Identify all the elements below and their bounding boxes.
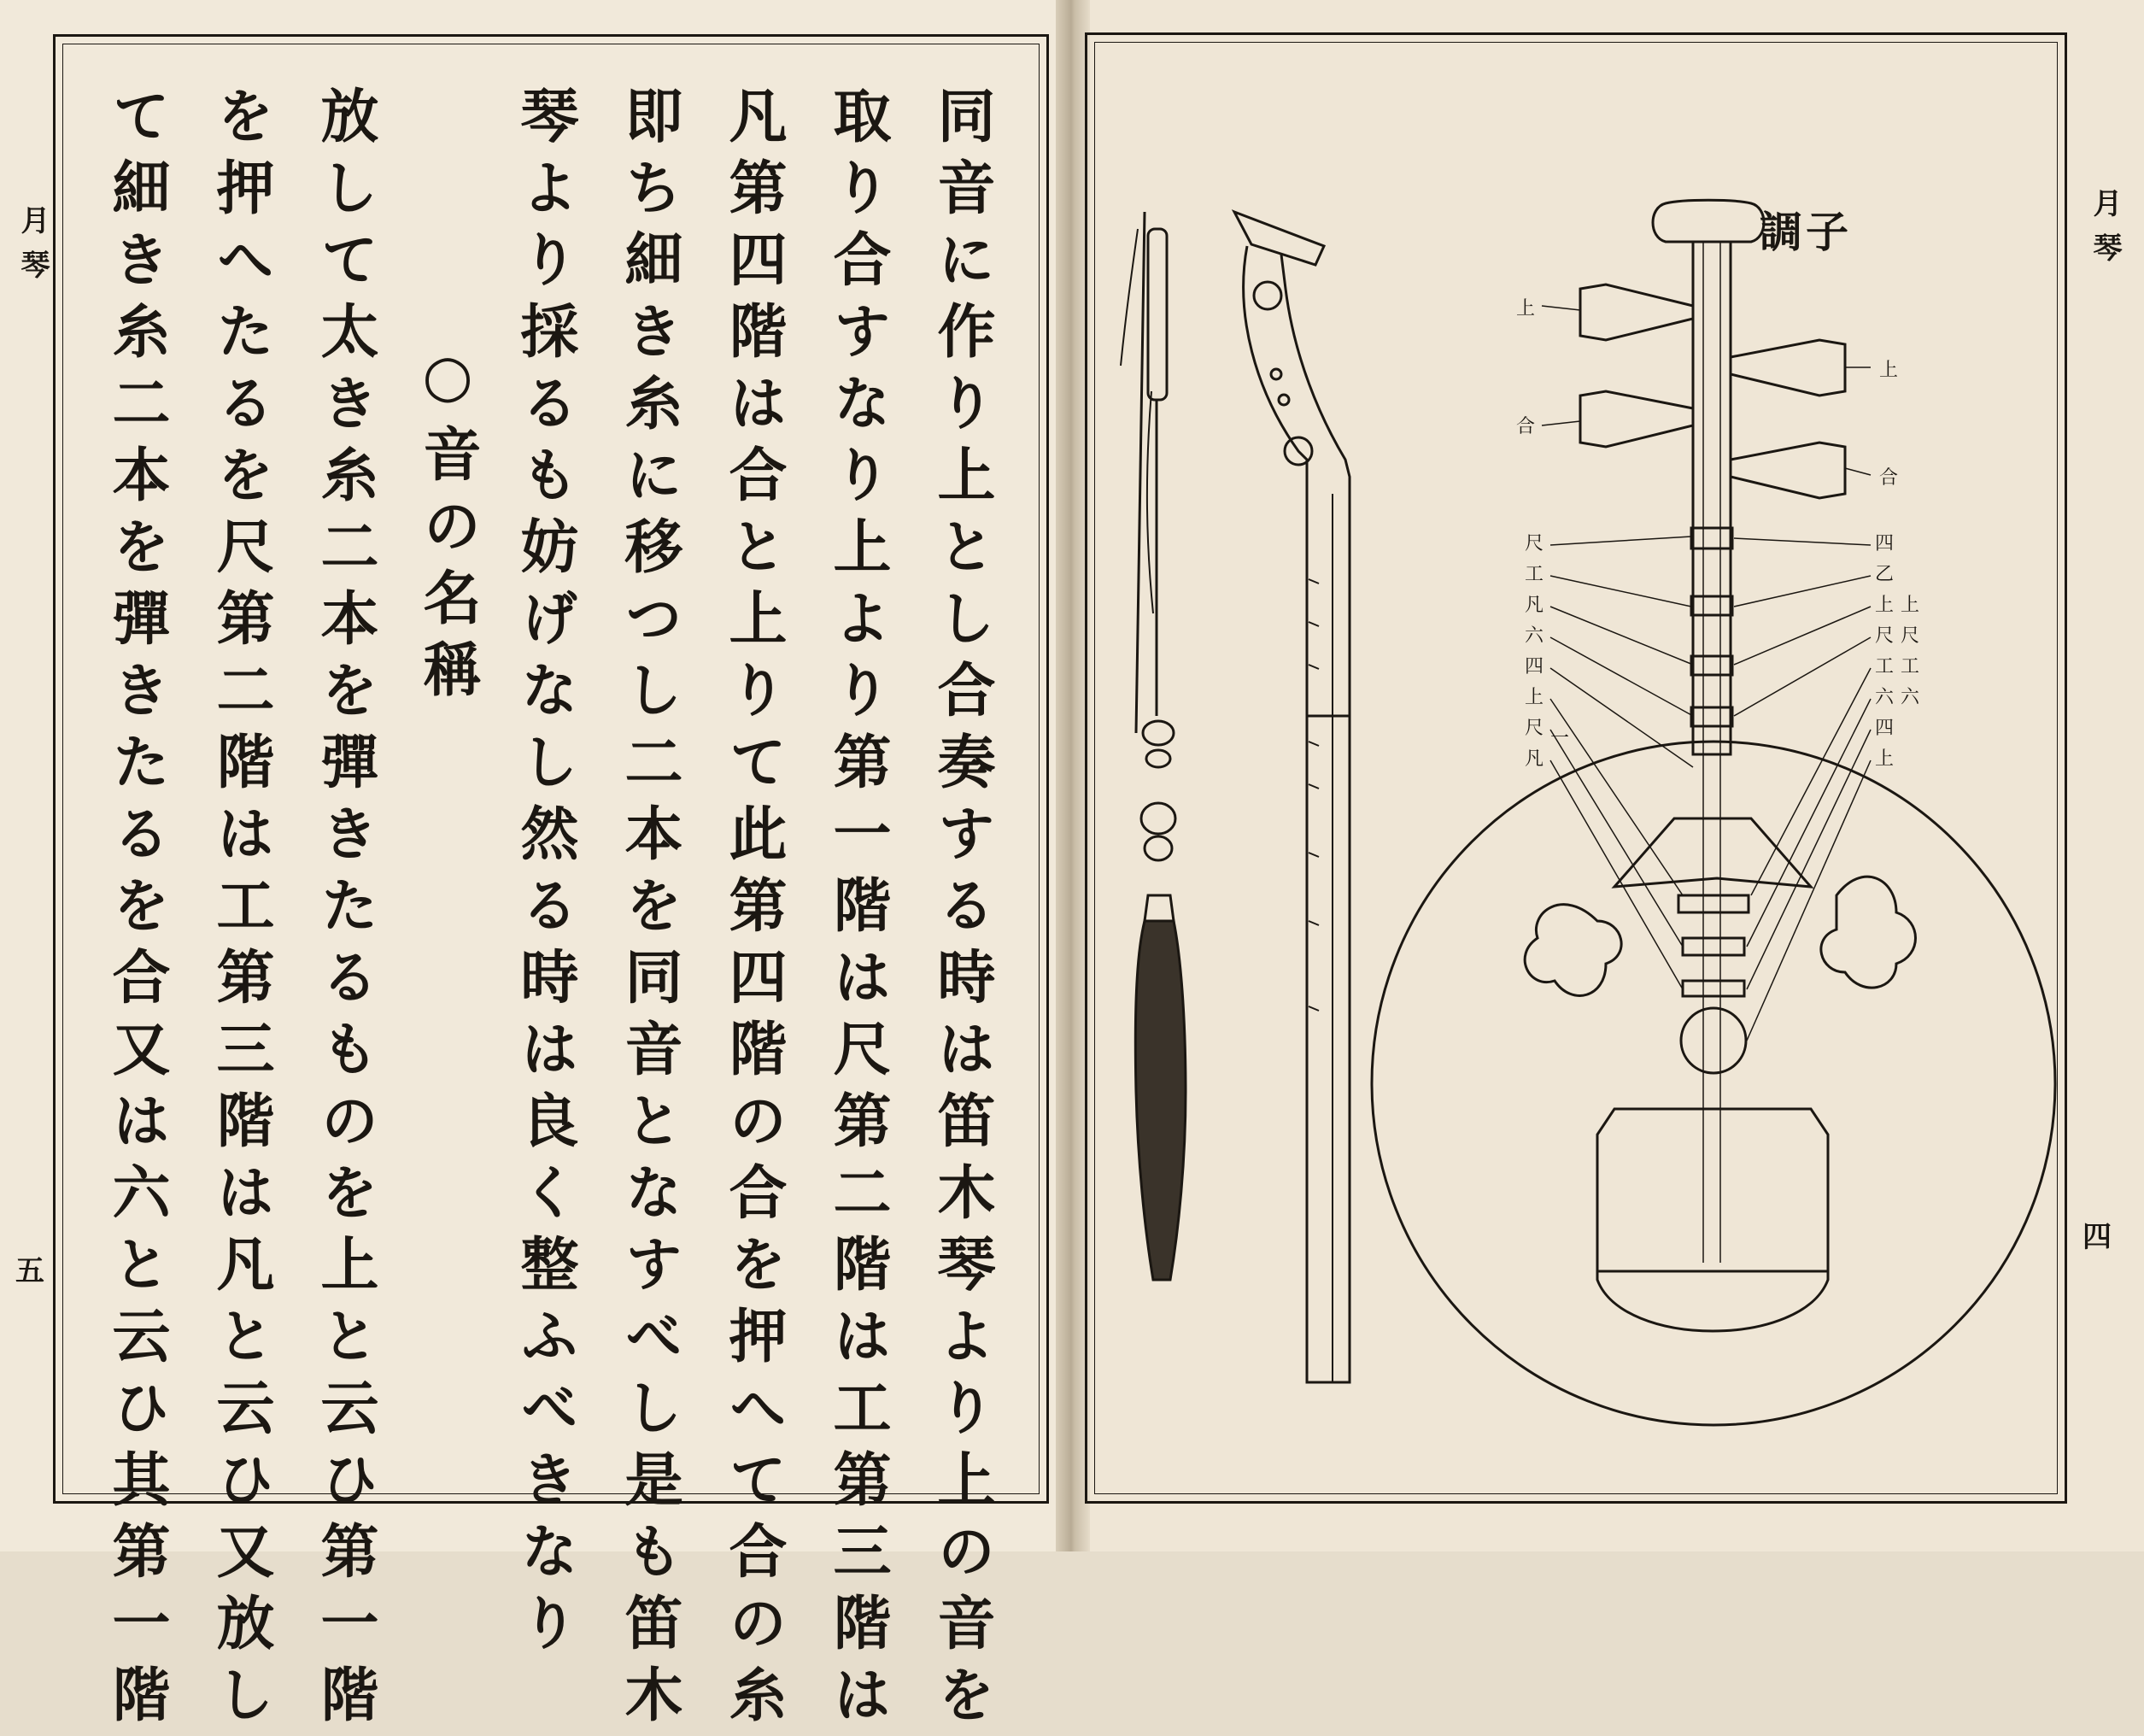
fret-label-right-extra-1: 上 [1901,595,1920,616]
fret-label-right-extra-3: 工 [1901,656,1920,677]
right-folio: 四 [2082,1220,2112,1254]
fret-label-right-extra-2: 尺 [1901,625,1920,647]
fret-label-right-8: 上 [1875,748,1895,770]
text-column-5: 琴より採るも妨げなし然る時は良く整ふべきなり [511,85,579,1664]
fret-label-right-6: 六 [1875,687,1895,708]
text-column-1: 同音に作り上とし合奏する時は笛木琴より上の音を [928,85,996,1736]
fret-label-left-6: 上 [1525,687,1544,708]
fret-label-right-3: 上 [1875,595,1895,616]
fret-label-left-4: 六 [1525,625,1544,647]
fret-label-left-7: 尺 [1525,718,1544,739]
fret-label-left-3: 凡 [1525,595,1544,616]
section-heading: ○音の名稱 [413,342,482,711]
fret-label-left-2: 工 [1525,564,1544,585]
lute-front-view [1372,200,2055,1425]
text-column-6: 放して太き糸二本を彈きたるものを上と云ひ第一階 [311,85,379,1736]
text-column-2: 取り合すなり上より第一階は尺第二階は工第三階は [823,85,892,1736]
moon-lute-illustration [1085,32,2067,1504]
text-column-8: て細き糸二本を彈きたるを合又は六と云ひ其第一階 [103,85,171,1736]
fret-label-right-7: 四 [1875,718,1895,739]
peg-label-left-1: 上 [1516,298,1536,320]
fret-label-right-2: 乙 [1875,564,1895,585]
fret-label-right-5: 工 [1875,656,1895,677]
fret-label-right-4: 尺 [1875,625,1895,647]
left-folio: 五 [15,1254,44,1288]
text-column-7: を押へたるを尺第二階は工第三階は凡と云ひ又放し [207,85,275,1736]
peg-label-right-1: 上 [1879,360,1899,381]
fret-label-right-1: 四 [1875,533,1895,554]
fret-label-left-small: 一 [1550,728,1570,749]
fret-label-right-extra-4: 六 [1901,687,1920,708]
lute-side-view [1234,212,1350,1382]
fret-label-left-1: 尺 [1525,533,1544,554]
diagram-caption: 調子 [1760,207,1852,257]
fret-label-left-8: 凡 [1525,748,1544,770]
text-column-3: 凡第四階は合と上りて此第四階の合を押へて合の糸 [719,85,788,1736]
fret-label-left-5: 四 [1525,656,1544,677]
peg-label-left-2: 合 [1516,416,1536,437]
text-columns [94,85,1016,1736]
plectrum-with-tassel [1121,212,1186,1280]
text-column-4: 即ち細き糸に移つし二本を同音となすべし是も笛木 [615,85,683,1736]
peg-label-right-2: 合 [1879,467,1899,489]
right-margin-title: 月琴 [2088,188,2122,277]
left-margin-title: 月琴 [15,205,50,294]
